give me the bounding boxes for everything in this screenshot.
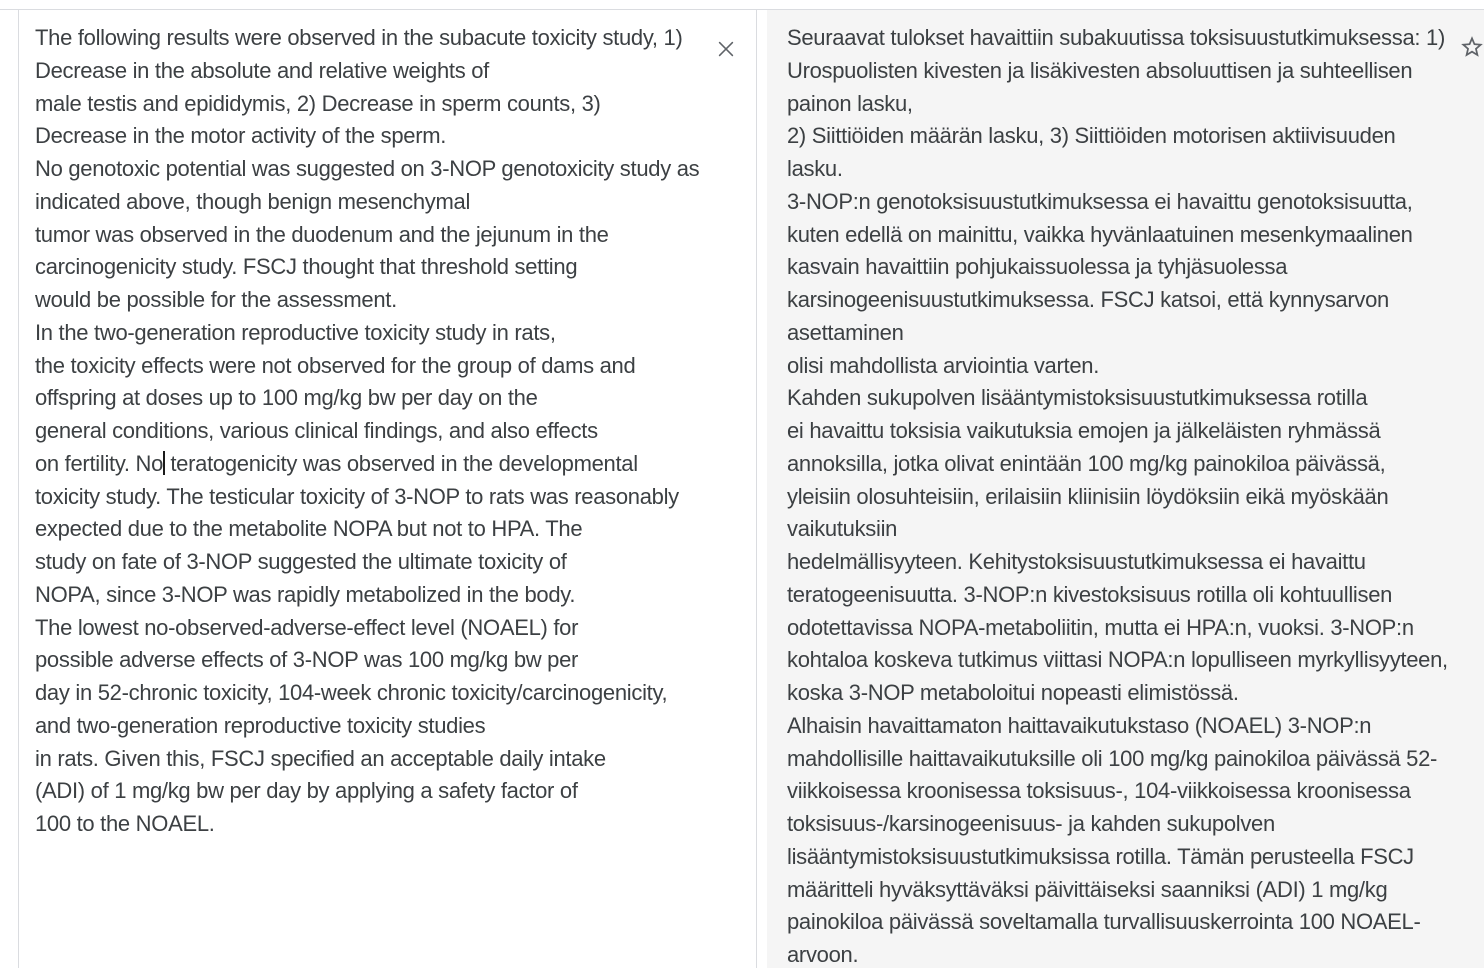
text-line: kuten edellä on mainittu, vaikka hyvänlaatuinen mesenkymaalinen [787,221,1413,247]
text-line: odotettavissa NOPA-metaboliitin, mutta ei HPA:n, vuoksi. 3-NOP:n [787,614,1414,640]
text-line: on fertility. No teratogenicity was observed in the developmental [35,450,638,476]
text-line: 100 to the NOAEL. [35,811,215,836]
text-line: kasvain havaittiin pohjukaissuolessa ja tyhjäsuolessa [787,254,1288,280]
text-line: Urospuolisten kivesten ja lisäkivesten absoluuttisen ja suhteellisen [787,57,1413,83]
text-line: arvoon. [787,942,859,967]
text-line: expected due to the metabolite NOPA but not to HPA. The [35,516,583,542]
close-icon [715,38,737,60]
translation-panel [767,10,1484,968]
star-border-icon [1459,34,1484,60]
text-line: The following results were observed in the subacute toxicity study, 1) [35,25,683,50]
text-line: No genotoxic potential was suggested on 3-NOP genotoxicity study as [35,156,700,181]
text-line: the toxicity effects were not observed for the group of dams and [35,352,636,378]
text-line: määritteli hyväksyttäväksi päivittäiseksi saanniksi (ADI) 1 mg/kg [787,876,1388,902]
text-line: toksisuus-/karsinogeenisuus- ja kahden sukupolven [787,811,1275,836]
text-line: lisääntymistoksisuustutkimuksissa rotilla. Tämän perusteella FSCJ [787,843,1414,869]
text-line: would be possible for the assessment. [35,287,397,312]
text-line: male testis and epididymis, 2) Decrease in sperm counts, 3) [35,90,601,116]
panel-divider [756,10,757,968]
text-line: painokiloa päivässä soveltamalla turvallisuuskerrointa 100 NOAEL- [787,909,1421,935]
text-line: (ADI) of 1 mg/kg bw per day by applying a safety factor of [35,778,578,804]
text-line: olisi mahdollista arviointia varten. [787,352,1100,378]
text-line: painon lasku, [787,90,913,116]
text-line: ei havaittu toksisia vaikutuksia emojen ja jälkeläisten ryhmässä [787,418,1381,443]
text-line: teratogeenisuutta. 3-NOP:n kivestoksisuus rotilla oli kohtuullisen [787,581,1393,607]
text-line: hedelmällisyyteen. Kehitystoksisuustutkimuksessa ei havaittu [787,549,1366,574]
text-line: mahdollisille haittavaikutuksille oli 100 mg/kg painokiloa päivässä 52- [787,745,1438,771]
translated-text [787,22,1459,968]
text-line: koska 3-NOP metaboloitui nopeasti elimistössä. [787,680,1239,705]
text-line: toxicity study. The testicular toxicity of 3-NOP to rats was reasonably [35,483,679,509]
clear-source-button[interactable] [713,36,739,62]
text-line: kohtaloa koskeva tutkimus viittasi NOPA:n lopulliseen myrkyllisyyteen, [787,647,1448,673]
text-line: day in 52-chronic toxicity, 104-week chronic toxicity/carcinogenicity, [35,680,668,705]
text-line: In the two-generation reproductive toxicity study in rats, [35,319,556,345]
text-line: 2) Siittiöiden määrän lasku, 3) Siittiöiden motorisen aktiivisuuden [787,123,1396,149]
save-translation-button[interactable] [1459,34,1484,60]
text-line: tumor was observed in the duodenum and the jejunum in the [35,221,609,247]
text-line: asettaminen [787,319,904,345]
text-line: viikkoisessa kroonisessa toksisuus-, 104-viikkoisessa kroonisessa [787,778,1411,804]
text-line: carcinogenicity study. FSCJ thought that threshold setting [35,254,578,280]
text-line: karsinogeenisuustutkimuksessa. FSCJ katsoi, että kynnysarvon [787,287,1389,312]
text-line: Kahden sukupolven lisääntymistoksisuustutkimuksessa rotilla [787,385,1368,411]
text-line: general conditions, various clinical findings, and also effects [35,418,598,443]
text-line: offspring at doses up to 100 mg/kg bw per day on the [35,385,538,411]
text-line: lasku. [787,156,843,181]
text-line: The lowest no-observed-adverse-effect level (NOAEL) for [35,614,579,640]
text-line: study on fate of 3-NOP suggested the ultimate toxicity of [35,549,567,574]
text-line: NOPA, since 3-NOP was rapidly metabolized in the body. [35,581,576,607]
text-line: Seuraavat tulokset havaittiin subakuutissa toksisuustutkimuksessa: 1) [787,25,1445,50]
text-line: Decrease in the motor activity of the sperm. [35,123,447,149]
text-line: indicated above, though benign mesenchymal [35,188,471,214]
text-line: in rats. Given this, FSCJ specified an acceptable daily intake [35,745,606,771]
text-line: 3-NOP:n genotoksisuustutkimuksessa ei havaittu genotoksisuutta, [787,188,1413,214]
source-textarea[interactable] [35,22,700,841]
text-line: annoksilla, jotka olivat enintään 100 mg/kg painokiloa päivässä, [787,450,1386,476]
text-line: possible adverse effects of 3-NOP was 100 mg/kg bw per [35,647,579,673]
text-line: Decrease in the absolute and relative weights of [35,57,489,83]
text-line: vaikutuksiin [787,516,898,542]
text-line: yleisiin olosuhteisiin, erilaisiin kliinisiin löydöksiin eikä myöskään [787,483,1389,509]
text-line: and two-generation reproductive toxicity studies [35,712,486,738]
text-line: Alhaisin havaittamaton haittavaikutukstaso (NOAEL) 3-NOP:n [787,712,1372,738]
source-text-panel[interactable] [19,10,756,968]
